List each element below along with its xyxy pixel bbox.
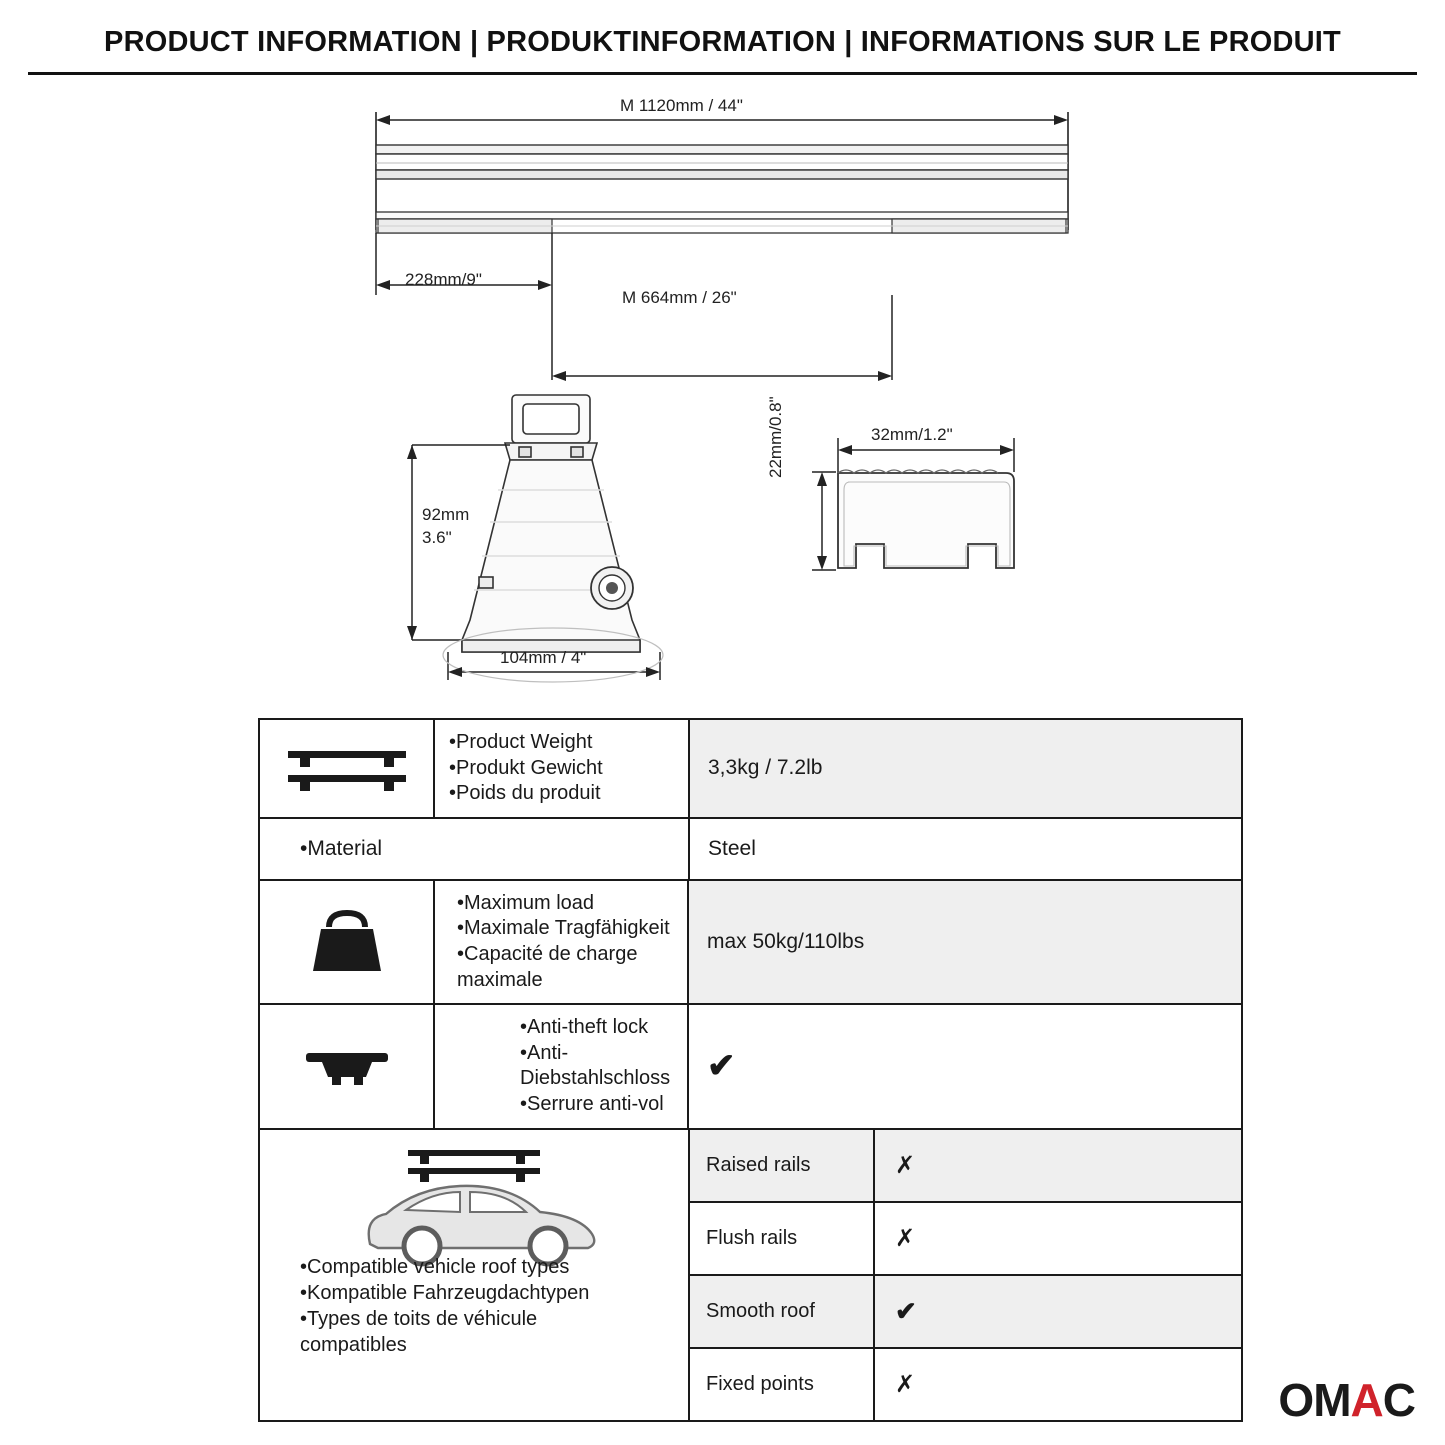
logo-accent: A [1350, 1374, 1383, 1426]
compat-name-fixed-points: Fixed points [690, 1349, 875, 1420]
compat-mark-fixed-points: ✗ [895, 1370, 916, 1398]
dim-foot-width: 104mm / 4" [500, 648, 587, 667]
compatibility-options [690, 1130, 1241, 1420]
lock-label-de: •Anti-Diebstahlschloss [520, 1041, 671, 1090]
material-label: •Material [260, 819, 690, 879]
lock-label-fr: •Serrure anti-vol [520, 1092, 664, 1115]
spec-row-weight [260, 720, 1241, 819]
roof-rack-icon [260, 720, 435, 817]
weight-label-fr: •Poids du produit [449, 782, 601, 805]
compat-row-fixed-points [690, 1349, 1241, 1420]
max-load-label-de: •Maximale Tragfähigkeit [457, 917, 670, 940]
material-value: Steel [708, 836, 756, 860]
lock-label-en: •Anti-theft lock [520, 1016, 649, 1039]
weight-label-de: •Produkt Gewicht [449, 756, 603, 779]
dim-foot-height-mm: 92mm [422, 505, 470, 524]
weight-label-en: •Product Weight [449, 731, 593, 753]
compat-label-de: •Kompatible Fahrzeugdachtypen [300, 1281, 590, 1304]
compat-row-raised-rails [690, 1130, 1241, 1203]
weight-icon [260, 881, 435, 1003]
title-divider [28, 72, 1417, 75]
dim-end-offset: 228mm/9" [405, 270, 482, 289]
spec-row-anti-theft-lock [260, 1005, 1241, 1129]
compat-label-fr-cont: compatibles [300, 1333, 407, 1356]
spec-row-max-load [260, 881, 1241, 1005]
compatibility-left [260, 1130, 690, 1420]
lock-labels [435, 1005, 689, 1127]
roof-rack-glyph [282, 739, 412, 797]
compat-row-smooth-roof [690, 1276, 1241, 1349]
logo-part1: OM [1278, 1374, 1351, 1426]
dim-bar-length: M 1120mm / 44" [620, 96, 743, 115]
spec-row-material [260, 819, 1241, 881]
dim-profile-height: 22mm/0.8" [766, 396, 785, 478]
compat-mark-smooth-roof: ✔ [895, 1295, 917, 1326]
dim-profile-width: 32mm/1.2" [871, 425, 953, 444]
technical-drawing [0, 80, 1445, 710]
compat-mark-flush-rails: ✗ [895, 1224, 916, 1252]
compatibility-labels [300, 1254, 589, 1358]
brand-logo [1278, 1374, 1415, 1426]
weight-value: 3,3kg / 7.2lb [690, 720, 1241, 817]
page-title: PRODUCT INFORMATION | PRODUKTINFORMATION | INFORMATIONS SUR LE PRODUIT [104, 26, 1341, 58]
product-spec-table [258, 718, 1243, 1422]
spec-row-compatibility [260, 1130, 1241, 1420]
max-load-value: max 50kg/110lbs [689, 881, 1241, 1003]
compat-row-flush-rails [690, 1203, 1241, 1276]
max-load-label-en: •Maximum load [457, 891, 595, 914]
dim-spread: M 664mm / 26" [622, 288, 737, 307]
compat-name-smooth-roof: Smooth roof [690, 1276, 875, 1347]
weight-glyph [307, 905, 387, 979]
weight-labels [435, 720, 690, 817]
compat-name-raised-rails: Raised rails [690, 1130, 875, 1201]
car-with-rack-icon [356, 1140, 626, 1270]
dim-foot-height-in: 3.6" [422, 528, 452, 547]
compat-label-fr: •Types de toits de véhicule [300, 1307, 538, 1330]
lock-icon [260, 1005, 435, 1127]
compat-mark-raised-rails: ✗ [895, 1151, 916, 1179]
compat-name-flush-rails: Flush rails [690, 1203, 875, 1274]
lock-glyph [302, 1041, 392, 1091]
logo-part2: C [1382, 1374, 1415, 1426]
max-load-label-fr: •Capacité de charge maximale [457, 942, 638, 991]
drawing-svg [0, 80, 1445, 710]
compat-label-en: •Compatible vehicle roof types [300, 1255, 570, 1278]
max-load-labels [435, 881, 689, 1003]
lock-value: ✔ [707, 1047, 736, 1086]
